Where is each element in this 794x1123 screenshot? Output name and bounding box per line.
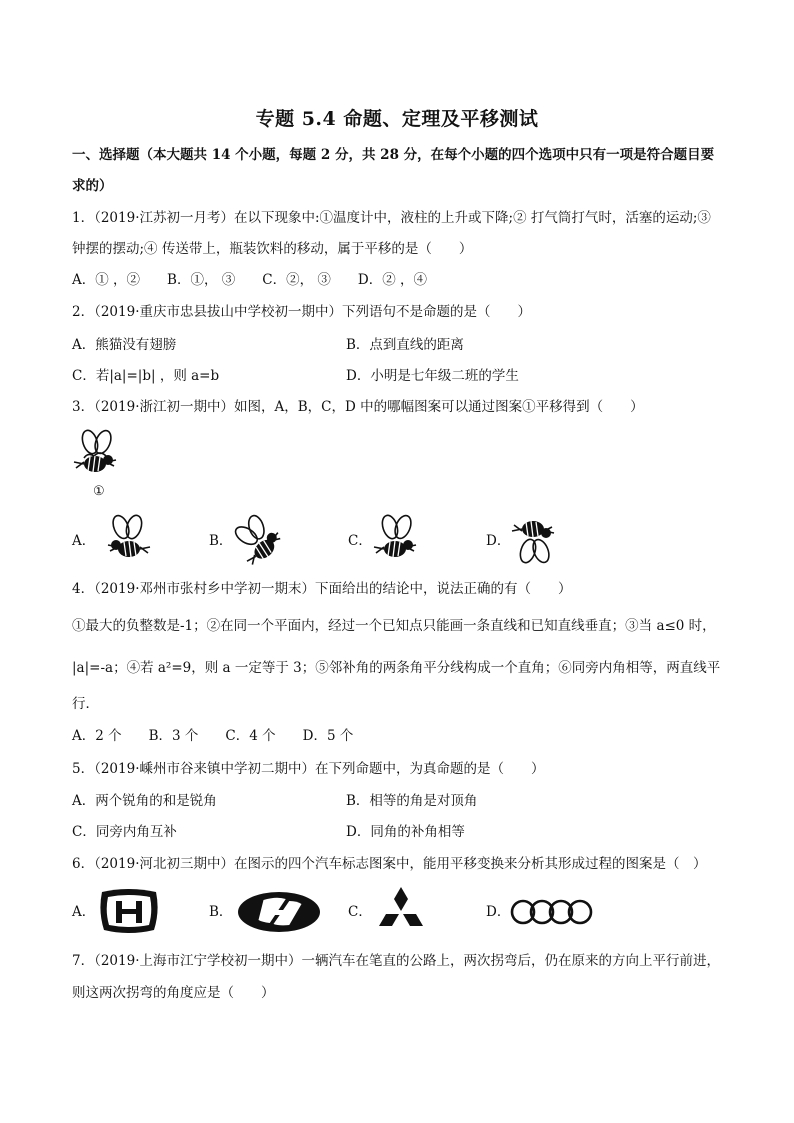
q4-stem: 4．（2019·邓州市张村乡中学初一期末）下面给出的结论中，说法正确的有（ ） (72, 581, 572, 597)
q6-option-c-label: C． (348, 904, 372, 920)
q2-option-b: B．点到直线的距离 (346, 337, 464, 353)
q4-statements-line3: 行． (72, 696, 99, 712)
q7-stem-line1: 7．（2019·上海市江宁学校初一期中）一辆汽车在笔直的公路上，两次拐弯后，仍在原来的方向上平行前进， (72, 953, 720, 969)
q2-option-d: D．小明是七年级二班的学生 (346, 368, 519, 384)
bee-option-d-image (508, 513, 566, 565)
q3-stem: 3．（2019·浙江初一期中）如图，A，B，C，D 中的哪幅图案可以通过图案①平移得到（ ） (72, 399, 644, 415)
q6-option-d-label: D． (486, 904, 511, 920)
hyundai-logo-image (236, 890, 322, 934)
q5-option-b: B．相等的角是对顶角 (346, 793, 478, 809)
q2-stem: 2．（2019·重庆市忠县拔山中学校初一期中）下列语句不是命题的是（ ） (72, 304, 531, 320)
q4-statements-line2: |a|=-a；④若 a²=9，则 a 一定等于 3；⑤邻补角的两条角平分线构成一个直角；⑥同旁内角相等，两直线平 (72, 660, 721, 676)
q1-stem-line1: 1．（2019·江苏初一月考）在以下现象中:①温度计中，液柱的上升或下降;② 打气筒打气时，活塞的运动;③ (72, 210, 711, 226)
q4-options: A．2 个 B．3 个 C．4 个 D．5 个 (72, 728, 354, 744)
q6-option-a-label: A． (72, 904, 96, 920)
section-heading-line1: 一、选择题（本大题共 14 个小题，每题 2 分，共 28 分，在每个小题的四个选项中只有一项是符合题目要 (72, 147, 715, 163)
audi-logo-image (510, 897, 594, 927)
q3-option-a-label: A． (72, 533, 96, 549)
bee-option-c-image (370, 513, 428, 565)
mitsubishi-logo-image (372, 885, 430, 937)
q3-option-c-label: C． (348, 533, 372, 549)
q1-options: A．① ，② B．①， ③ C．②， ③ D．② ，④ (72, 272, 427, 288)
q6-stem: 6．（2019·河北初三期中）在图示的四个汽车标志图案中，能用平移变换来分析其形成过程的图案是（ ） (72, 856, 707, 872)
q7-stem-line2: 则这两次拐弯的角度应是（ ） (72, 985, 275, 1001)
q5-option-a: A．两个锐角的和是锐角 (72, 793, 217, 809)
bee-option-a-image (96, 513, 154, 565)
bee-figure-original (70, 428, 128, 480)
q5-option-c: C．同旁内角互补 (72, 824, 177, 840)
q5-stem: 5．（2019·嵊州市谷来镇中学初二期中）在下列命题中，为真命题的是（ ） (72, 761, 545, 777)
section-heading-line2: 求的） (72, 178, 113, 194)
honda-logo-image (98, 888, 160, 934)
page-title: 专题 5.4 命题、定理及平移测试 (255, 108, 539, 130)
q5-option-d: D．同角的补角相等 (346, 824, 465, 840)
q1-stem-line2: 钟摆的摆动;④ 传送带上，瓶装饮料的移动，属于平移的是（ ） (72, 241, 473, 257)
bee-option-b-image (232, 513, 290, 565)
q3-option-d-label: D． (486, 533, 511, 549)
q6-option-b-label: B． (209, 904, 233, 920)
q3-option-b-label: B． (209, 533, 233, 549)
q2-option-a: A．熊猫没有翅膀 (72, 337, 177, 353)
q2-option-c: C．若|a|=|b| ，则 a=b (72, 368, 220, 384)
bee-figure-caption: ① (93, 484, 105, 499)
q4-statements-line1: ①最大的负整数是-1；②在同一个平面内，经过一个已知点只能画一条直线和已知直线垂直；③当 a≤0 时， (72, 618, 716, 634)
